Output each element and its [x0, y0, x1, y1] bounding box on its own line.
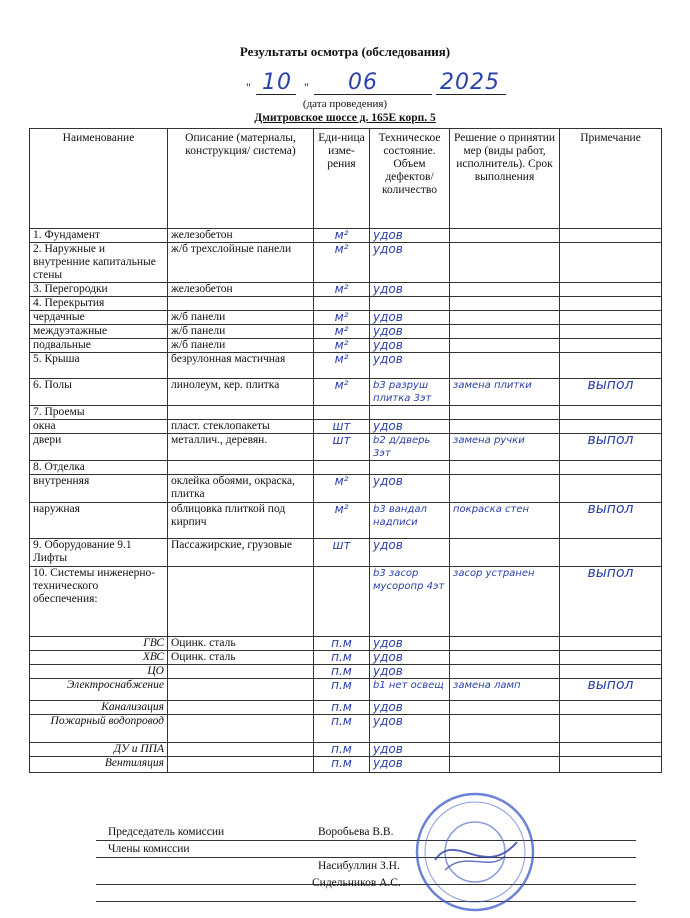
cell-desc	[168, 743, 314, 757]
table-row	[30, 339, 662, 353]
cell-state	[370, 406, 450, 420]
cell-decision	[450, 406, 560, 420]
cell-decision: замена плитки	[450, 379, 560, 406]
cell-state: удов	[370, 757, 450, 773]
cell-decision	[450, 637, 560, 651]
cell-state: удов	[370, 715, 450, 743]
cell-unit: п.м	[314, 637, 370, 651]
table-row	[30, 229, 662, 243]
cell-name: 4. Перекрытия	[30, 297, 168, 311]
cell-desc	[168, 567, 314, 637]
cell-name: чердачные	[30, 311, 168, 325]
cell-decision	[450, 339, 560, 353]
cell-state: b3 разруш плитка 3эт	[370, 379, 450, 406]
cell-name: 7. Проемы	[30, 406, 168, 420]
cell-unit	[314, 406, 370, 420]
cell-state: b1 нет освещ	[370, 679, 450, 701]
cell-unit: м²	[314, 325, 370, 339]
cell-note: выпол	[560, 379, 662, 406]
cell-desc: ж/б панели	[168, 311, 314, 325]
cell-note	[560, 243, 662, 283]
cell-decision	[450, 651, 560, 665]
table-row	[30, 379, 662, 406]
date-month: 06	[348, 70, 378, 95]
cell-decision	[450, 420, 560, 434]
cell-name: 5. Крыша	[30, 353, 168, 379]
cell-desc	[168, 406, 314, 420]
date-year: 2025	[440, 70, 500, 95]
cell-unit: п.м	[314, 679, 370, 701]
cell-name: 6. Полы	[30, 379, 168, 406]
cell-name: двери	[30, 434, 168, 461]
member-1-name: Насибуллин З.Н.	[318, 860, 400, 872]
cell-unit: м²	[314, 475, 370, 503]
table-row	[30, 743, 662, 757]
date-quote-open: "	[246, 80, 251, 94]
cell-unit: п.м	[314, 757, 370, 773]
cell-decision	[450, 715, 560, 743]
cell-desc	[168, 715, 314, 743]
table-row	[30, 283, 662, 297]
cell-note	[560, 757, 662, 773]
cell-name: внутренняя	[30, 475, 168, 503]
table-row	[30, 567, 662, 637]
cell-state: удов	[370, 743, 450, 757]
cell-desc	[168, 701, 314, 715]
cell-decision	[450, 701, 560, 715]
header-desc: Описание (материалы, конструкция/ система)	[168, 129, 314, 229]
table-row	[30, 503, 662, 539]
cell-state: b2 д/дверь 3эт	[370, 434, 450, 461]
cell-note: выпол	[560, 567, 662, 637]
cell-name: 2. Наружные и внутренние капитальные стены	[30, 243, 168, 283]
cell-state: удов	[370, 539, 450, 567]
cell-name: 9. Оборудование 9.1 Лифты	[30, 539, 168, 567]
cell-decision: засор устранен	[450, 567, 560, 637]
cell-decision	[450, 539, 560, 567]
cell-unit: шт	[314, 434, 370, 461]
cell-note	[560, 637, 662, 651]
cell-name: Канализация	[30, 701, 168, 715]
cell-desc: Оцинк. сталь	[168, 651, 314, 665]
cell-name: междуэтажные	[30, 325, 168, 339]
table-row	[30, 406, 662, 420]
cell-desc: ж/б панели	[168, 325, 314, 339]
chair-label: Председатель комиссии	[108, 826, 225, 838]
cell-unit: м²	[314, 353, 370, 379]
inspection-date	[240, 72, 510, 96]
cell-note	[560, 743, 662, 757]
cell-decision: замена ламп	[450, 679, 560, 701]
cell-name: Электроснабжение	[30, 679, 168, 701]
cell-name: окна	[30, 420, 168, 434]
cell-state: удов	[370, 665, 450, 679]
cell-state: удов	[370, 701, 450, 715]
cell-state: удов	[370, 229, 450, 243]
document-title: Результаты осмотра (обследования)	[239, 44, 451, 59]
address: Дмитровское шоссе д. 165Е корп. 5	[254, 112, 436, 124]
cell-decision: покраска стен	[450, 503, 560, 539]
cell-note	[560, 665, 662, 679]
header-decision: Решение о принятии мер (виды работ, исполнитель). Срок выполнения	[450, 129, 560, 229]
cell-state: удов	[370, 243, 450, 283]
date-day: 10	[262, 70, 292, 95]
cell-unit: м²	[314, 503, 370, 539]
table-row	[30, 243, 662, 283]
cell-unit: м²	[314, 229, 370, 243]
table-row	[30, 420, 662, 434]
cell-name: 1. Фундамент	[30, 229, 168, 243]
cell-name: наружная	[30, 503, 168, 539]
cell-unit	[314, 461, 370, 475]
cell-note: выпол	[560, 434, 662, 461]
cell-state: удов	[370, 311, 450, 325]
cell-desc: пласт. стеклопакеты	[168, 420, 314, 434]
table-row	[30, 701, 662, 715]
cell-note	[560, 420, 662, 434]
cell-note	[560, 297, 662, 311]
cell-desc	[168, 757, 314, 773]
chair-name: Воробьева В.В.	[318, 826, 394, 838]
cell-name: 8. Отделка	[30, 461, 168, 475]
cell-note	[560, 461, 662, 475]
signature-member-2	[96, 877, 636, 902]
cell-unit: м²	[314, 243, 370, 283]
cell-unit: м²	[314, 379, 370, 406]
cell-note	[560, 311, 662, 325]
cell-note	[560, 339, 662, 353]
cell-note	[560, 406, 662, 420]
header-name: Наименование	[30, 129, 168, 229]
cell-desc: облицовка плиткой под кирпич	[168, 503, 314, 539]
cell-decision	[450, 325, 560, 339]
cell-state: удов	[370, 637, 450, 651]
table-row	[30, 325, 662, 339]
cell-note	[560, 475, 662, 503]
cell-name: Пожарный водопровод	[30, 715, 168, 743]
cell-desc: линолеум, кер. плитка	[168, 379, 314, 406]
cell-unit	[314, 567, 370, 637]
header-unit: Еди-ница изме-рения	[314, 129, 370, 229]
cell-name: подвальные	[30, 339, 168, 353]
cell-desc: ж/б панели	[168, 339, 314, 353]
table-row	[30, 539, 662, 567]
cell-decision	[450, 475, 560, 503]
table-row	[30, 353, 662, 379]
table-row	[30, 475, 662, 503]
cell-note	[560, 539, 662, 567]
cell-state: удов	[370, 475, 450, 503]
cell-name: 3. Перегородки	[30, 283, 168, 297]
round-stamp-icon	[405, 790, 545, 915]
cell-desc	[168, 461, 314, 475]
cell-state: b3 вандал надписи	[370, 503, 450, 539]
cell-name: ХВС	[30, 651, 168, 665]
cell-decision	[450, 229, 560, 243]
header-note: Примечание	[560, 129, 662, 229]
cell-unit: м²	[314, 339, 370, 353]
cell-name: ГВС	[30, 637, 168, 651]
table-row	[30, 651, 662, 665]
cell-decision	[450, 665, 560, 679]
cell-decision	[450, 757, 560, 773]
cell-desc: металлич., деревян.	[168, 434, 314, 461]
cell-state	[370, 297, 450, 311]
table-row	[30, 679, 662, 701]
cell-desc: безрулонная мастичная	[168, 353, 314, 379]
cell-state: удов	[370, 420, 450, 434]
cell-name: Вентиляция	[30, 757, 168, 773]
member-2-name: Сидельников А.С.	[312, 877, 401, 889]
cell-unit: шт	[314, 539, 370, 567]
table-row	[30, 434, 662, 461]
cell-state: удов	[370, 339, 450, 353]
cell-note	[560, 353, 662, 379]
cell-unit: п.м	[314, 665, 370, 679]
cell-unit: м²	[314, 311, 370, 325]
table-row	[30, 297, 662, 311]
table-row	[30, 637, 662, 651]
cell-note	[560, 715, 662, 743]
cell-unit: п.м	[314, 715, 370, 743]
cell-name: ЦО	[30, 665, 168, 679]
cell-desc	[168, 665, 314, 679]
cell-state: удов	[370, 353, 450, 379]
cell-note: выпол	[560, 679, 662, 701]
table-row	[30, 311, 662, 325]
cell-desc: оклейка обоями, окраска, плитка	[168, 475, 314, 503]
cell-desc: Оцинк. сталь	[168, 637, 314, 651]
cell-decision	[450, 243, 560, 283]
cell-desc	[168, 679, 314, 701]
cell-unit: п.м	[314, 701, 370, 715]
cell-decision	[450, 283, 560, 297]
table-row	[30, 461, 662, 475]
cell-decision	[450, 297, 560, 311]
cell-decision	[450, 353, 560, 379]
cell-desc: Пассажирские, грузовые	[168, 539, 314, 567]
signature-chair	[96, 826, 636, 841]
inspection-table	[29, 128, 662, 773]
cell-name: 10. Системы инженерно-технического обеспечения:	[30, 567, 168, 637]
date-quote-close: "	[304, 80, 309, 94]
cell-unit: п.м	[314, 651, 370, 665]
cell-note	[560, 651, 662, 665]
header-row	[30, 129, 662, 229]
cell-unit: п.м	[314, 743, 370, 757]
cell-desc: железобетон	[168, 229, 314, 243]
cell-decision	[450, 461, 560, 475]
cell-unit: шт	[314, 420, 370, 434]
date-caption: (дата проведения)	[302, 98, 388, 110]
cell-note	[560, 701, 662, 715]
cell-note	[560, 283, 662, 297]
header-state: Техническое состояние. Объем дефектов/ количество	[370, 129, 450, 229]
cell-decision: замена ручки	[450, 434, 560, 461]
cell-desc: ж/б трехслойные панели	[168, 243, 314, 283]
cell-state: удов	[370, 283, 450, 297]
cell-state: удов	[370, 651, 450, 665]
table-row	[30, 715, 662, 743]
cell-name: ДУ и ППА	[30, 743, 168, 757]
cell-state: b3 засор мусоропр 4эт	[370, 567, 450, 637]
signature-members	[96, 843, 636, 858]
cell-desc	[168, 297, 314, 311]
cell-decision	[450, 743, 560, 757]
table-row	[30, 665, 662, 679]
cell-unit	[314, 297, 370, 311]
cell-state	[370, 461, 450, 475]
cell-note	[560, 325, 662, 339]
cell-note: выпол	[560, 503, 662, 539]
cell-desc: железобетон	[168, 283, 314, 297]
cell-decision	[450, 311, 560, 325]
cell-state: удов	[370, 325, 450, 339]
cell-unit: м²	[314, 283, 370, 297]
members-label: Члены комиссии	[108, 843, 190, 855]
table-row	[30, 757, 662, 773]
cell-note	[560, 229, 662, 243]
